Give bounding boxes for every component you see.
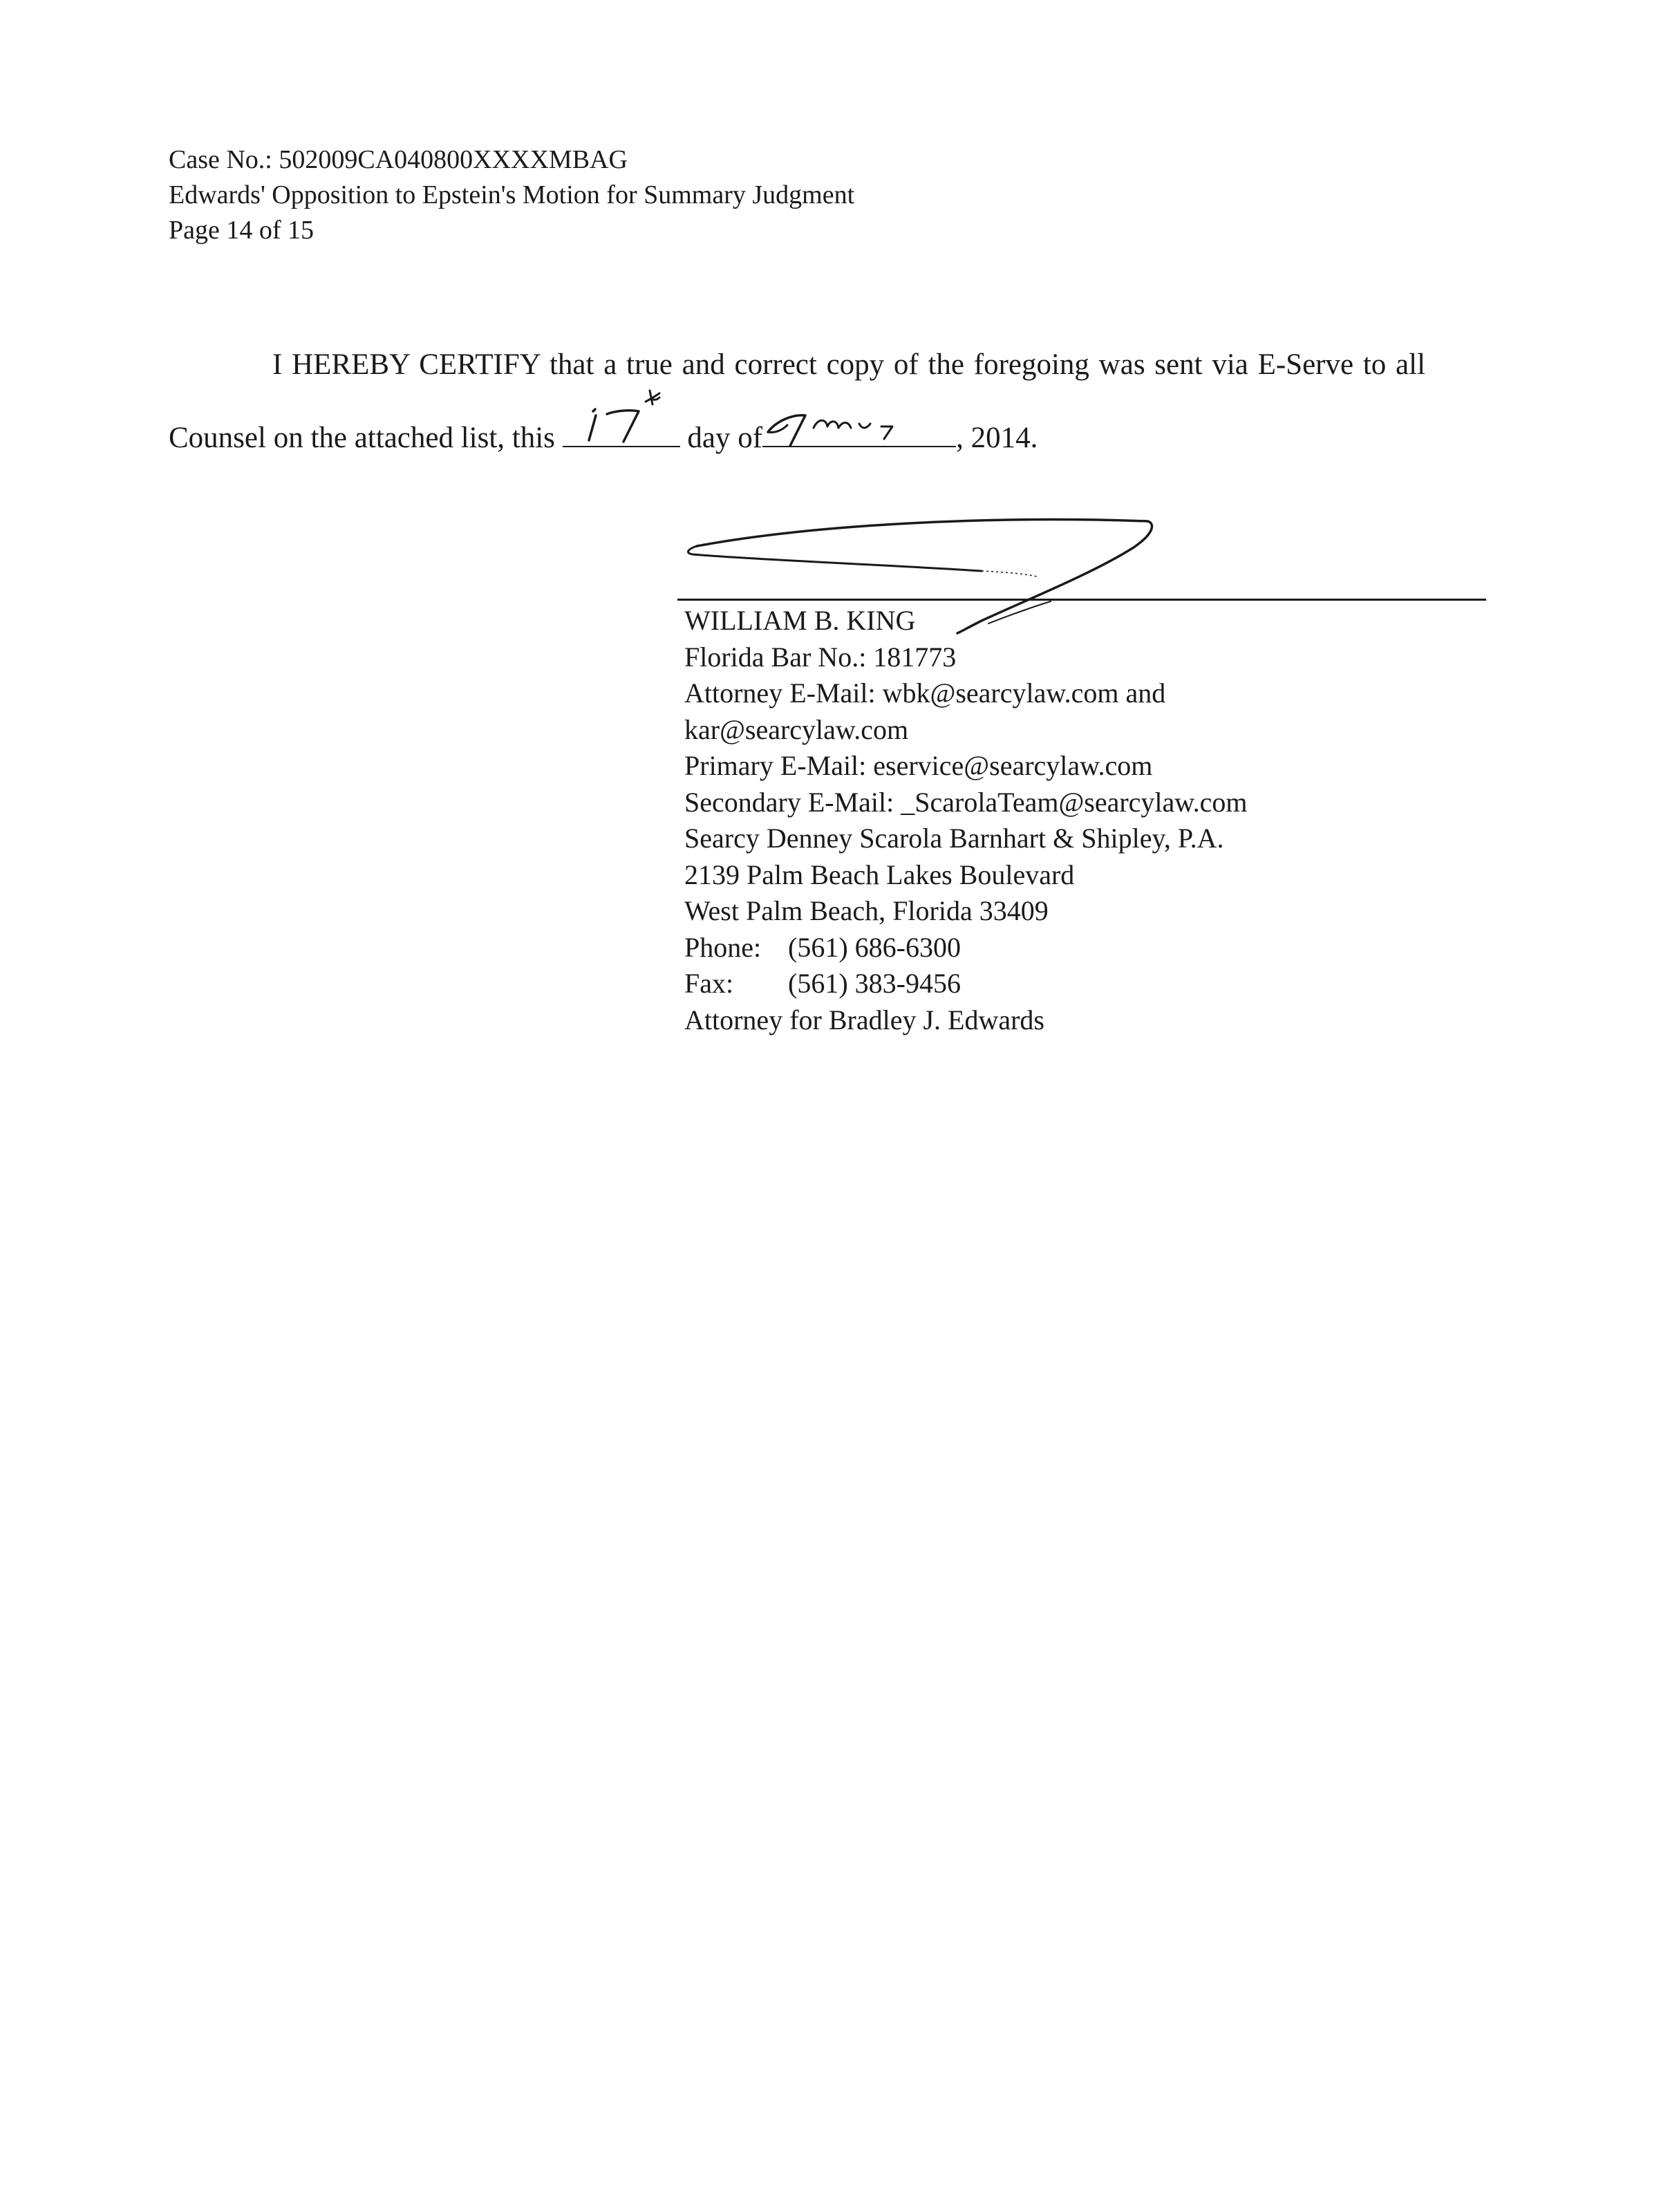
- primary-email: Primary E-Mail: eservice@searcylaw.com: [684, 750, 1153, 781]
- signature-block: [684, 603, 1247, 1038]
- signature-line: [677, 599, 1486, 601]
- certificate-line-2-suffix: , 2014.: [956, 422, 1038, 454]
- document-title: Edwards' Opposition to Epstein's Motion for Summary Judgment: [169, 180, 855, 209]
- attorney-email: Attorney E-Mail: wbk@searcylaw.com and: [684, 677, 1166, 709]
- handwritten-month-blank: [762, 415, 956, 447]
- phone-label: Phone:: [684, 931, 762, 963]
- secondary-email: Secondary E-Mail: _ScarolaTeam@searcylaw.com: [684, 786, 1248, 818]
- bar-number: Florida Bar No.: 181773: [684, 641, 957, 673]
- handwritten-day-mark: [563, 386, 680, 449]
- firm-name: Searcy Denney Scarola Barnhart & Shipley, P.A.: [684, 823, 1224, 854]
- certificate-line-1: I HEREBY CERTIFY that a true and correct copy of the foregoing was sent via E-Serve to all: [272, 348, 1426, 381]
- case-number: Case No.: 502009CA040800XXXXMBAG: [169, 145, 628, 174]
- page-number: Page 14 of 15: [169, 216, 315, 245]
- phone-line: [684, 930, 1247, 966]
- handwritten-day-blank: [563, 415, 680, 447]
- phone-number: (561) 686-6300: [788, 931, 961, 963]
- day-of-label: day of: [687, 422, 763, 454]
- handwritten-month-mark: [762, 393, 956, 449]
- certificate-line-2-prefix: Counsel on the attached list, this: [169, 422, 555, 454]
- fax-label: Fax:: [684, 968, 734, 999]
- street-address: 2139 Palm Beach Lakes Boulevard: [684, 859, 1075, 890]
- city-state-zip: West Palm Beach, Florida 33409: [684, 895, 1049, 926]
- attorney-name: WILLIAM B. KING: [684, 605, 916, 636]
- fax-number: (561) 383-9456: [788, 968, 961, 999]
- attorney-for: Attorney for Bradley J. Edwards: [684, 1004, 1044, 1035]
- attorney-email-2: kar@searcylaw.com: [684, 713, 909, 745]
- fax-line: [684, 966, 1247, 1002]
- certificate-of-service: [169, 346, 1517, 458]
- page-header: [169, 142, 854, 248]
- certificate-line-2: [169, 415, 1517, 458]
